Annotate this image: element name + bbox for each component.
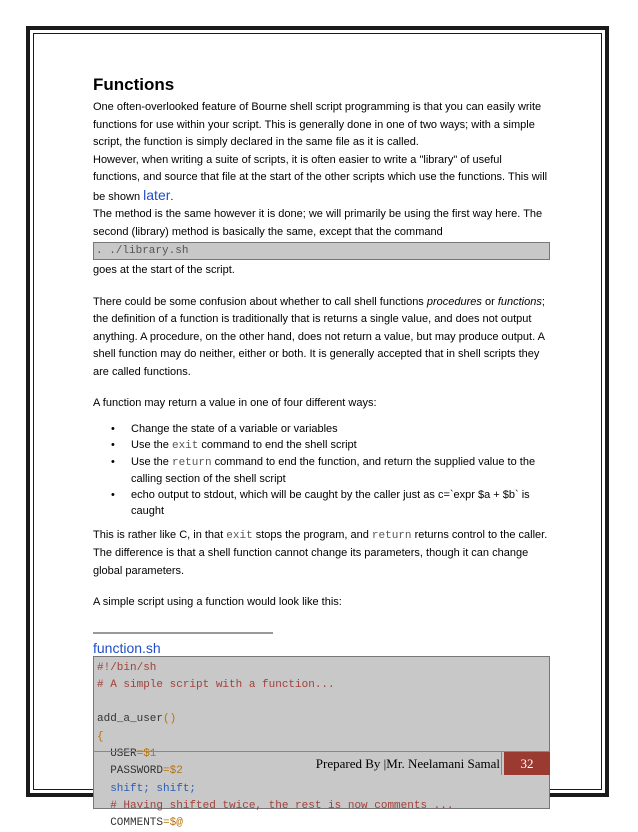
footer-author: Prepared By |Mr. Neelamani Samal [315,756,500,771]
code-block: #!/bin/sh # A simple script with a function... add_a_user() { USER=$1 PASSWORD=$2 shift; shift; # Having shifted twice, the rest is now comments ... COMMENTS=$@ [93,656,550,809]
return-ways-list [93,421,550,519]
page-footer [93,751,550,774]
list-item: • Use the exit command to end the shell script [111,438,357,452]
paragraph-procedures: There could be some confusion about whether to call shell functions procedures or functions; the definition of a function is traditionally that is returns a single value, and does not output anything. A procedure, on the other hand, does not return a value, but may produce output. A shell function may do neither, either or both. It is generally accepted that in shell scripts they are called functions. [93,295,545,378]
command-box: . ./library.sh [93,242,550,260]
page-title: Functions [93,75,175,94]
list-item: • echo output to stdout, which will be caught by the caller just as c=`expr $a + $b` is caught [111,488,530,517]
paragraph-source-note: goes at the start of the script. [93,264,235,276]
page-content [93,74,550,830]
file-title-link[interactable]: function.sh [93,639,161,656]
divider [93,632,273,634]
paragraph-intro: One often-overlooked feature of Bourne shell script programming is that you can easily write functions for use within your script. This is generally done in one of two ways; with a simple script, the function is simply declared in the same file as it is called. However, when writing a suite of scripts, it is often easier to write a "library" of useful functions, and source that file at the start of the other scripts which use the functions. This will be shown later. The method is the same however it is done; we will primarily be using the first way here. The second (library) method is basically the same, except that the command [93,101,548,238]
paragraph-return-ways: A function may return a value in one of four different ways: [93,397,377,409]
list-item: • Change the state of a variable or variables [111,422,338,435]
later-link[interactable]: later [143,186,171,203]
paragraph-like-c: This is rather like C, in that exit stops the program, and return returns control to the caller. The difference is that a shell function cannot change its parameters, though it can change global parameters. [93,528,548,577]
list-item: • Use the return command to end the function, and return the supplied value to the calling section of the shell script [111,455,536,485]
page-number: 32 [504,752,550,775]
paragraph-simple-script: A simple script using a function would look like this: [93,596,342,608]
